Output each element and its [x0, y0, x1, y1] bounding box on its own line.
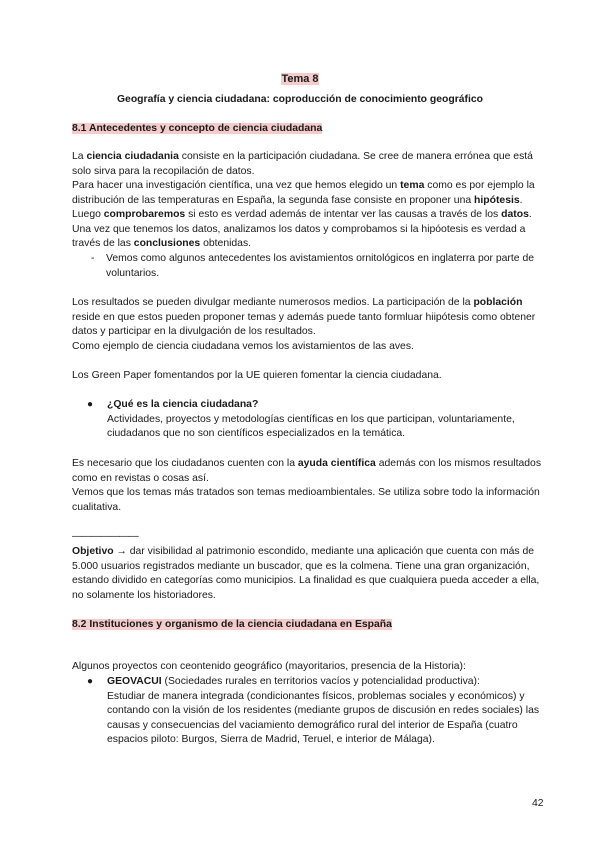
paragraph-temas: Vemos que los temas más tratados son temas medioambientales. Se utiliza sobre todo la información cualitativa.: [72, 487, 540, 513]
paragraph-objetivo: Objetivo → dar visibilidad al patrimonio escondido, mediante una aplicación que cuenta con más de 5.000 usuarios registrados mediante un buscador, que es la colmena. Tiene una gran organización, estando dividido en categorías como municipios. La finalidad es que cualquiera pueda acceder a ella, no solamente los historiadores.: [72, 546, 540, 601]
dash-marker: -: [91, 253, 95, 264]
section-heading-8-1: 8.1 Antecedentes y concepto de ciencia ciudadana: [72, 123, 323, 134]
bullet-marker: ●: [87, 399, 94, 410]
bullet-description: Actividades, proyectos y metodologías científicas en los que participan, voluntariamente, ciudadanos que no son científicos especializados en la temática.: [107, 413, 515, 440]
geovacui-title: GEOVACUI (Sociedades rurales en territorios vacíos y potencialidad productiva):: [107, 676, 480, 687]
separator-line: ———————: [72, 531, 138, 542]
bullet-que-es: [107, 398, 548, 442]
paragraph-ayuda-cientifica: Es necesario que los ciudadanos cuenten con la ayuda científica además con los mismos resultados como en revistas o cosas así.: [72, 458, 542, 484]
bullet-geovacui: [107, 675, 548, 748]
paragraph-proyectos: Algunos proyectos con ceontenido geográfico (mayoritarios, presencia de la Historia):: [72, 661, 466, 672]
paragraph-ciencia-ciudadana: La ciencia ciudadania consiste en la participación ciudadana. Se cree de manera errónea que está solo sirva para la recopilación de datos.: [72, 151, 533, 177]
paragraph-green-paper: Los Green Paper fomentandos por la UE quieren fomentar la ciencia ciudadana.: [72, 370, 442, 381]
page-number: 42: [532, 798, 544, 809]
geovacui-description: Estudiar de manera integrada (condicionantes físicos, problemas sociales y económicos) y contando con la visión de los residentes (mediante grupos de discusión en redes sociales) las causas y consecuencias del vaciamiento demográfico rural del interior de España (cuatro espacios piloto: Burgos, Sierra de Madrid, Teruel, e interior de Málaga).: [107, 690, 540, 746]
paragraph-ejemplo-aves: Como ejemplo de ciencia ciudadana vemos los avistamientos de las aves.: [72, 341, 414, 352]
page-subtitle: Geografía y ciencia ciudadana: coproducción de conocimiento geográfico: [116, 94, 484, 105]
section-heading-8-2: 8.2 Instituciones y organismo de la ciencia ciudadana en España: [72, 619, 392, 630]
dash-item-antecedentes: Vemos como algunos antecedentes los avistamientos ornitológicos en inglaterra por parte de voluntarios.: [106, 253, 534, 279]
bullet-marker-geovacui: ●: [87, 676, 94, 687]
paragraph-resultados: Los resultados se pueden divulgar mediante numerosos medios. La participación de la población reside en que estos pueden proponer temas y además puede tanto formluar hiipótesis como obtener datos y participar en la divulgación de los resultados.: [72, 297, 536, 338]
paragraph-investigacion: Para hacer una investigación científica, una vez que hemos elegido un tema como es por ejemplo la distribución de las temperaturas en España, la segunda fase consiste en proponer una hipótesis. Luego comprobaremos si esto es verdad además de intentar ver las causas a través de los datos. Una vez que tenemos los datos, analizamos los datos y comprobamos si la hipóotesis es verdad a través de las conclusiones obtenidas.: [72, 180, 535, 250]
bullet-title: ¿Qué es la ciencia ciudadana?: [107, 399, 259, 410]
page-title: Tema 8: [281, 73, 319, 85]
